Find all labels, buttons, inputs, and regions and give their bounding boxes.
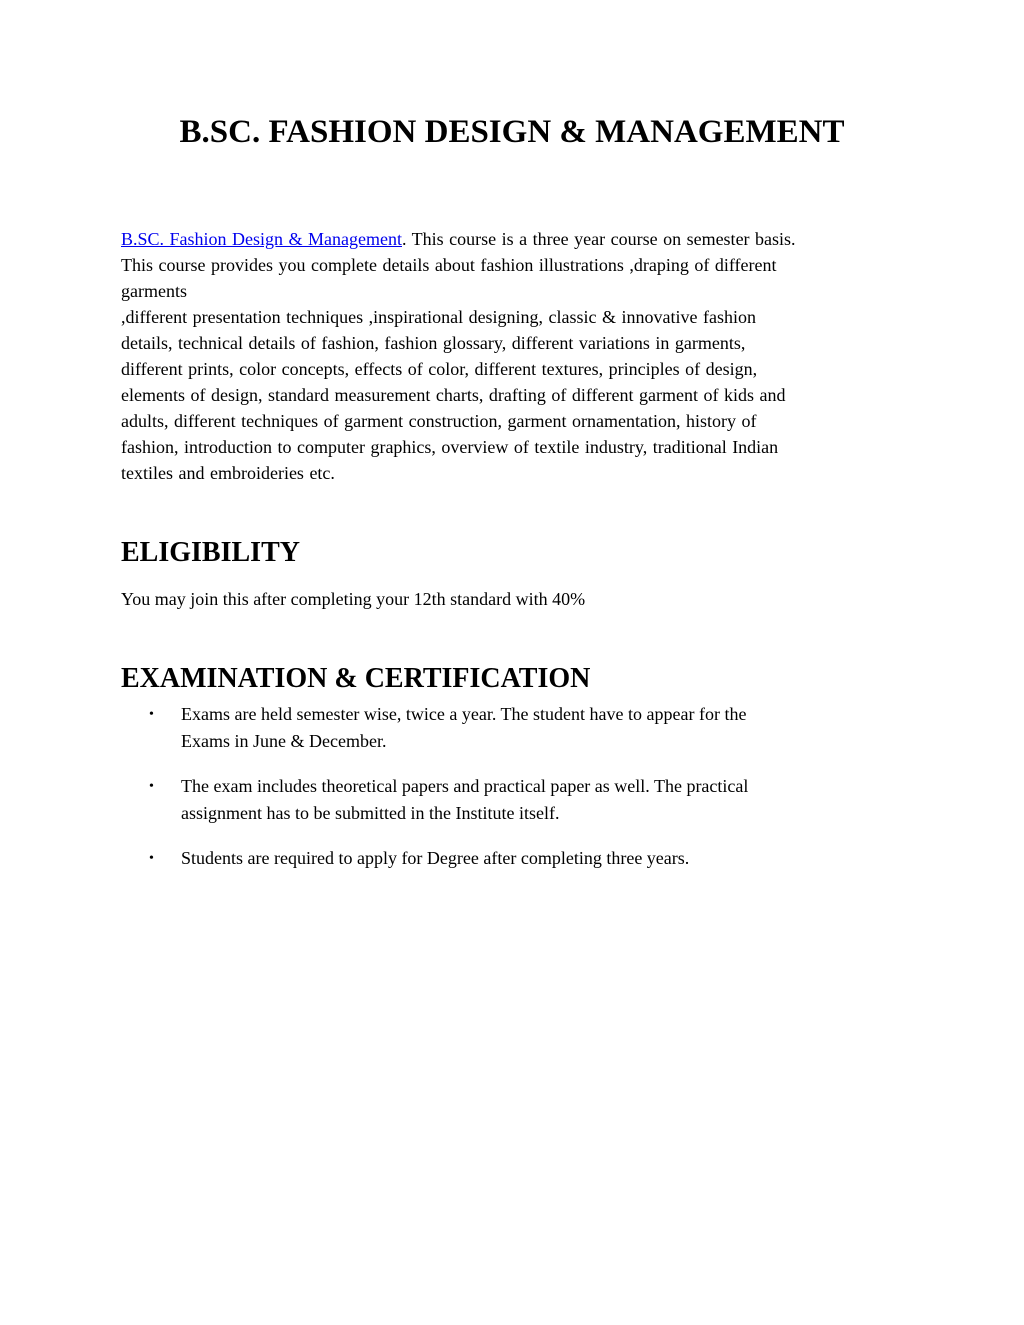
intro-line-1 [121, 226, 891, 252]
intro-line-5: details, technical details of fashion, fashion glossary, different variations in garments, [121, 333, 746, 353]
intro-paragraph [121, 226, 891, 486]
intro-line-2: This course provides you complete details about fashion illustrations ,draping of different [121, 255, 777, 275]
list-item-line-2: assignment has to be submitted in the Institute itself. [181, 803, 560, 823]
examination-heading: EXAMINATION & CERTIFICATION [121, 663, 591, 694]
bullet-icon: • [149, 851, 154, 866]
intro-line-1-text: . This course is a three year course on semester basis. [402, 229, 796, 249]
examination-list [121, 701, 861, 890]
intro-line-6: different prints, color concepts, effects of color, different textures, principles of design, [121, 359, 758, 379]
course-link[interactable]: B.SC. Fashion Design & Management [121, 229, 402, 249]
page-title: B.SC. FASHION DESIGN & MANAGEMENT [179, 114, 845, 150]
list-item [121, 701, 861, 755]
intro-line-4: ,different presentation techniques ,inspirational designing, classic & innovative fashion [121, 307, 757, 327]
list-item-line-1: Students are required to apply for Degree after completing three years. [181, 848, 690, 868]
intro-line-3: garments [121, 281, 187, 301]
bullet-icon: • [149, 779, 154, 794]
list-item-line-1: Exams are held semester wise, twice a year. The student have to appear for the [181, 704, 747, 724]
intro-line-10: textiles and embroideries etc. [121, 463, 335, 483]
intro-line-7: elements of design, standard measurement charts, drafting of different garment of kids and [121, 385, 786, 405]
list-item-line-1: The exam includes theoretical papers and practical paper as well. The practical [181, 776, 749, 796]
eligibility-text: You may join this after completing your 12th standard with 40% [121, 589, 586, 609]
list-item [121, 845, 861, 872]
intro-line-9: fashion, introduction to computer graphics, overview of textile industry, traditional Indian [121, 437, 779, 457]
list-item [121, 773, 861, 827]
bullet-icon: • [149, 707, 154, 722]
list-item-line-2: Exams in June & December. [181, 731, 387, 751]
intro-line-8: adults, different techniques of garment construction, garment ornamentation, history of [121, 411, 757, 431]
eligibility-heading: ELIGIBILITY [121, 537, 300, 568]
